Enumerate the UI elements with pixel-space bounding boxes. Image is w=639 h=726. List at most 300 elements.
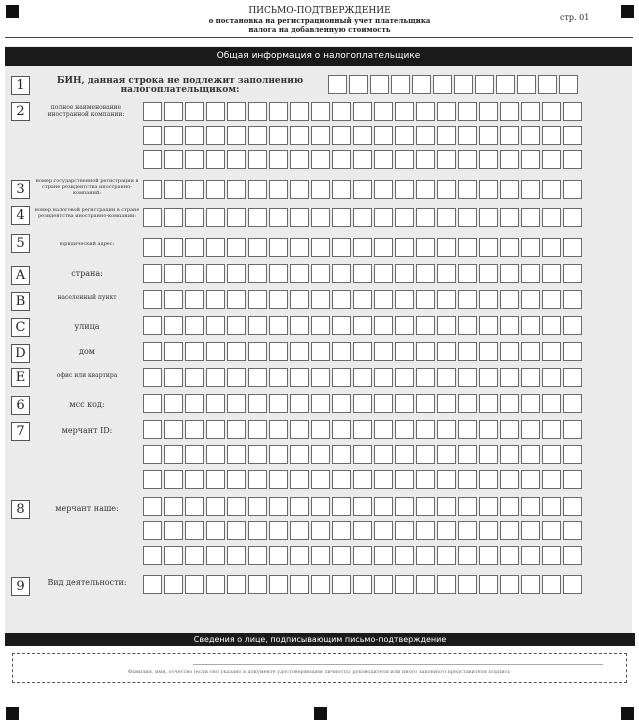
input-cell[interactable] bbox=[542, 264, 561, 283]
activity-cells[interactable] bbox=[143, 575, 582, 594]
input-cell[interactable] bbox=[269, 102, 288, 121]
input-cell[interactable] bbox=[542, 521, 561, 540]
input-cell[interactable] bbox=[374, 150, 393, 169]
merchant-name-cells-row1[interactable] bbox=[143, 497, 582, 516]
input-cell[interactable] bbox=[332, 342, 351, 361]
tax-registration-cells[interactable] bbox=[143, 208, 582, 227]
input-cell[interactable] bbox=[521, 238, 540, 257]
input-cell[interactable] bbox=[353, 150, 372, 169]
input-cell[interactable] bbox=[563, 316, 582, 335]
input-cell[interactable] bbox=[332, 150, 351, 169]
input-cell[interactable] bbox=[269, 208, 288, 227]
input-cell[interactable] bbox=[542, 290, 561, 309]
input-cell[interactable] bbox=[374, 316, 393, 335]
input-cell[interactable] bbox=[395, 264, 414, 283]
input-cell[interactable] bbox=[269, 575, 288, 594]
input-cell[interactable] bbox=[479, 420, 498, 439]
input-cell[interactable] bbox=[521, 470, 540, 489]
input-cell[interactable] bbox=[479, 575, 498, 594]
input-cell[interactable] bbox=[290, 150, 309, 169]
input-cell[interactable] bbox=[521, 180, 540, 199]
input-cell[interactable] bbox=[521, 368, 540, 387]
merchant-id-cells-row2[interactable] bbox=[143, 445, 582, 464]
input-cell[interactable] bbox=[479, 470, 498, 489]
input-cell[interactable] bbox=[416, 394, 435, 413]
input-cell[interactable] bbox=[458, 445, 477, 464]
input-cell[interactable] bbox=[164, 394, 183, 413]
input-cell[interactable] bbox=[290, 126, 309, 145]
input-cell[interactable] bbox=[248, 575, 267, 594]
input-cell[interactable] bbox=[353, 342, 372, 361]
input-cell[interactable] bbox=[332, 420, 351, 439]
input-cell[interactable] bbox=[479, 521, 498, 540]
input-cell[interactable] bbox=[269, 394, 288, 413]
input-cell[interactable] bbox=[332, 470, 351, 489]
input-cell[interactable] bbox=[248, 102, 267, 121]
input-cell[interactable] bbox=[437, 394, 456, 413]
input-cell[interactable] bbox=[227, 290, 246, 309]
input-cell[interactable] bbox=[311, 394, 330, 413]
input-cell[interactable] bbox=[479, 126, 498, 145]
input-cell[interactable] bbox=[164, 238, 183, 257]
input-cell[interactable] bbox=[143, 290, 162, 309]
input-cell[interactable] bbox=[353, 394, 372, 413]
input-cell[interactable] bbox=[500, 264, 519, 283]
input-cell[interactable] bbox=[563, 420, 582, 439]
input-cell[interactable] bbox=[353, 445, 372, 464]
input-cell[interactable] bbox=[563, 238, 582, 257]
input-cell[interactable] bbox=[458, 208, 477, 227]
input-cell[interactable] bbox=[458, 497, 477, 516]
input-cell[interactable] bbox=[311, 102, 330, 121]
input-cell[interactable] bbox=[164, 264, 183, 283]
input-cell[interactable] bbox=[479, 264, 498, 283]
input-cell[interactable] bbox=[458, 290, 477, 309]
input-cell[interactable] bbox=[500, 316, 519, 335]
input-cell[interactable] bbox=[227, 575, 246, 594]
input-cell[interactable] bbox=[542, 180, 561, 199]
input-cell[interactable] bbox=[206, 208, 225, 227]
input-cell[interactable] bbox=[437, 342, 456, 361]
input-cell[interactable] bbox=[290, 180, 309, 199]
input-cell[interactable] bbox=[269, 497, 288, 516]
input-cell[interactable] bbox=[248, 126, 267, 145]
input-cell[interactable] bbox=[374, 575, 393, 594]
input-cell[interactable] bbox=[416, 126, 435, 145]
input-cell[interactable] bbox=[559, 75, 578, 94]
input-cell[interactable] bbox=[500, 180, 519, 199]
input-cell[interactable] bbox=[437, 126, 456, 145]
input-cell[interactable] bbox=[248, 150, 267, 169]
input-cell[interactable] bbox=[374, 420, 393, 439]
input-cell[interactable] bbox=[563, 445, 582, 464]
input-cell[interactable] bbox=[416, 575, 435, 594]
input-cell[interactable] bbox=[500, 126, 519, 145]
input-cell[interactable] bbox=[437, 546, 456, 565]
input-cell[interactable] bbox=[143, 497, 162, 516]
input-cell[interactable] bbox=[332, 264, 351, 283]
input-cell[interactable] bbox=[374, 238, 393, 257]
input-cell[interactable] bbox=[521, 208, 540, 227]
input-cell[interactable] bbox=[395, 575, 414, 594]
input-cell[interactable] bbox=[332, 394, 351, 413]
input-cell[interactable] bbox=[227, 316, 246, 335]
input-cell[interactable] bbox=[500, 497, 519, 516]
input-cell[interactable] bbox=[290, 342, 309, 361]
input-cell[interactable] bbox=[479, 316, 498, 335]
input-cell[interactable] bbox=[374, 180, 393, 199]
input-cell[interactable] bbox=[206, 497, 225, 516]
input-cell[interactable] bbox=[374, 546, 393, 565]
input-cell[interactable] bbox=[185, 180, 204, 199]
input-cell[interactable] bbox=[185, 126, 204, 145]
input-cell[interactable] bbox=[458, 420, 477, 439]
input-cell[interactable] bbox=[332, 521, 351, 540]
input-cell[interactable] bbox=[395, 290, 414, 309]
input-cell[interactable] bbox=[437, 445, 456, 464]
input-cell[interactable] bbox=[227, 546, 246, 565]
input-cell[interactable] bbox=[311, 497, 330, 516]
input-cell[interactable] bbox=[164, 546, 183, 565]
input-cell[interactable] bbox=[542, 126, 561, 145]
input-cell[interactable] bbox=[185, 102, 204, 121]
input-cell[interactable] bbox=[206, 445, 225, 464]
input-cell[interactable] bbox=[521, 264, 540, 283]
input-cell[interactable] bbox=[416, 445, 435, 464]
input-cell[interactable] bbox=[563, 264, 582, 283]
office-cells[interactable] bbox=[143, 368, 582, 387]
input-cell[interactable] bbox=[227, 368, 246, 387]
input-cell[interactable] bbox=[563, 575, 582, 594]
input-cell[interactable] bbox=[521, 546, 540, 565]
input-cell[interactable] bbox=[248, 368, 267, 387]
input-cell[interactable] bbox=[437, 316, 456, 335]
input-cell[interactable] bbox=[538, 75, 557, 94]
input-cell[interactable] bbox=[332, 445, 351, 464]
input-cell[interactable] bbox=[374, 445, 393, 464]
house-cells[interactable] bbox=[143, 342, 582, 361]
input-cell[interactable] bbox=[500, 521, 519, 540]
merchant-name-cells-row2[interactable] bbox=[143, 521, 582, 540]
input-cell[interactable] bbox=[437, 290, 456, 309]
input-cell[interactable] bbox=[311, 521, 330, 540]
input-cell[interactable] bbox=[395, 102, 414, 121]
input-cell[interactable] bbox=[332, 238, 351, 257]
input-cell[interactable] bbox=[374, 264, 393, 283]
bin-input-cells[interactable] bbox=[328, 75, 578, 94]
input-cell[interactable] bbox=[395, 150, 414, 169]
input-cell[interactable] bbox=[290, 497, 309, 516]
input-cell[interactable] bbox=[353, 368, 372, 387]
input-cell[interactable] bbox=[143, 445, 162, 464]
input-cell[interactable] bbox=[143, 180, 162, 199]
input-cell[interactable] bbox=[269, 238, 288, 257]
input-cell[interactable] bbox=[269, 470, 288, 489]
input-cell[interactable] bbox=[521, 126, 540, 145]
merchant-name-cells-row3[interactable] bbox=[143, 546, 582, 565]
input-cell[interactable] bbox=[227, 470, 246, 489]
input-cell[interactable] bbox=[458, 470, 477, 489]
input-cell[interactable] bbox=[374, 102, 393, 121]
input-cell[interactable] bbox=[454, 75, 473, 94]
input-cell[interactable] bbox=[563, 208, 582, 227]
input-cell[interactable] bbox=[542, 238, 561, 257]
input-cell[interactable] bbox=[500, 394, 519, 413]
input-cell[interactable] bbox=[164, 497, 183, 516]
input-cell[interactable] bbox=[185, 208, 204, 227]
input-cell[interactable] bbox=[328, 75, 347, 94]
input-cell[interactable] bbox=[416, 342, 435, 361]
input-cell[interactable] bbox=[185, 150, 204, 169]
input-cell[interactable] bbox=[185, 290, 204, 309]
company-name-cells-row2[interactable] bbox=[143, 126, 582, 145]
input-cell[interactable] bbox=[374, 208, 393, 227]
input-cell[interactable] bbox=[185, 420, 204, 439]
input-cell[interactable] bbox=[542, 497, 561, 516]
input-cell[interactable] bbox=[290, 238, 309, 257]
input-cell[interactable] bbox=[248, 180, 267, 199]
input-cell[interactable] bbox=[290, 368, 309, 387]
input-cell[interactable] bbox=[458, 126, 477, 145]
input-cell[interactable] bbox=[458, 316, 477, 335]
input-cell[interactable] bbox=[458, 394, 477, 413]
input-cell[interactable] bbox=[395, 521, 414, 540]
input-cell[interactable] bbox=[185, 342, 204, 361]
input-cell[interactable] bbox=[437, 521, 456, 540]
input-cell[interactable] bbox=[416, 470, 435, 489]
input-cell[interactable] bbox=[164, 470, 183, 489]
input-cell[interactable] bbox=[332, 180, 351, 199]
input-cell[interactable] bbox=[311, 290, 330, 309]
input-cell[interactable] bbox=[500, 575, 519, 594]
input-cell[interactable] bbox=[521, 150, 540, 169]
input-cell[interactable] bbox=[227, 180, 246, 199]
input-cell[interactable] bbox=[437, 497, 456, 516]
input-cell[interactable] bbox=[206, 290, 225, 309]
input-cell[interactable] bbox=[563, 180, 582, 199]
input-cell[interactable] bbox=[437, 368, 456, 387]
input-cell[interactable] bbox=[395, 394, 414, 413]
input-cell[interactable] bbox=[143, 521, 162, 540]
input-cell[interactable] bbox=[416, 546, 435, 565]
input-cell[interactable] bbox=[370, 75, 389, 94]
input-cell[interactable] bbox=[521, 445, 540, 464]
input-cell[interactable] bbox=[391, 75, 410, 94]
input-cell[interactable] bbox=[143, 420, 162, 439]
input-cell[interactable] bbox=[374, 470, 393, 489]
input-cell[interactable] bbox=[458, 180, 477, 199]
input-cell[interactable] bbox=[164, 420, 183, 439]
input-cell[interactable] bbox=[353, 238, 372, 257]
input-cell[interactable] bbox=[290, 445, 309, 464]
input-cell[interactable] bbox=[311, 150, 330, 169]
input-cell[interactable] bbox=[332, 497, 351, 516]
input-cell[interactable] bbox=[521, 575, 540, 594]
input-cell[interactable] bbox=[164, 290, 183, 309]
input-cell[interactable] bbox=[500, 445, 519, 464]
input-cell[interactable] bbox=[185, 264, 204, 283]
input-cell[interactable] bbox=[475, 75, 494, 94]
input-cell[interactable] bbox=[563, 368, 582, 387]
input-cell[interactable] bbox=[206, 316, 225, 335]
mcc-code-cells[interactable] bbox=[143, 394, 582, 413]
input-cell[interactable] bbox=[395, 316, 414, 335]
input-cell[interactable] bbox=[185, 316, 204, 335]
input-cell[interactable] bbox=[290, 208, 309, 227]
settlement-cells[interactable] bbox=[143, 290, 582, 309]
input-cell[interactable] bbox=[143, 208, 162, 227]
input-cell[interactable] bbox=[227, 264, 246, 283]
input-cell[interactable] bbox=[521, 316, 540, 335]
input-cell[interactable] bbox=[311, 445, 330, 464]
input-cell[interactable] bbox=[437, 575, 456, 594]
input-cell[interactable] bbox=[395, 368, 414, 387]
input-cell[interactable] bbox=[521, 394, 540, 413]
input-cell[interactable] bbox=[542, 575, 561, 594]
input-cell[interactable] bbox=[332, 368, 351, 387]
input-cell[interactable] bbox=[500, 238, 519, 257]
input-cell[interactable] bbox=[374, 368, 393, 387]
input-cell[interactable] bbox=[437, 150, 456, 169]
input-cell[interactable] bbox=[500, 342, 519, 361]
input-cell[interactable] bbox=[458, 368, 477, 387]
input-cell[interactable] bbox=[332, 316, 351, 335]
input-cell[interactable] bbox=[227, 394, 246, 413]
input-cell[interactable] bbox=[332, 546, 351, 565]
input-cell[interactable] bbox=[248, 290, 267, 309]
input-cell[interactable] bbox=[353, 521, 372, 540]
input-cell[interactable] bbox=[479, 394, 498, 413]
input-cell[interactable] bbox=[311, 238, 330, 257]
input-cell[interactable] bbox=[437, 420, 456, 439]
input-cell[interactable] bbox=[517, 75, 536, 94]
input-cell[interactable] bbox=[269, 368, 288, 387]
input-cell[interactable] bbox=[542, 208, 561, 227]
input-cell[interactable] bbox=[311, 368, 330, 387]
input-cell[interactable] bbox=[521, 420, 540, 439]
input-cell[interactable] bbox=[185, 521, 204, 540]
input-cell[interactable] bbox=[248, 316, 267, 335]
input-cell[interactable] bbox=[521, 497, 540, 516]
input-cell[interactable] bbox=[164, 208, 183, 227]
input-cell[interactable] bbox=[563, 394, 582, 413]
input-cell[interactable] bbox=[416, 521, 435, 540]
input-cell[interactable] bbox=[458, 342, 477, 361]
input-cell[interactable] bbox=[143, 126, 162, 145]
input-cell[interactable] bbox=[437, 208, 456, 227]
input-cell[interactable] bbox=[479, 208, 498, 227]
input-cell[interactable] bbox=[353, 126, 372, 145]
input-cell[interactable] bbox=[458, 102, 477, 121]
input-cell[interactable] bbox=[332, 208, 351, 227]
input-cell[interactable] bbox=[164, 521, 183, 540]
input-cell[interactable] bbox=[290, 546, 309, 565]
input-cell[interactable] bbox=[290, 521, 309, 540]
input-cell[interactable] bbox=[563, 102, 582, 121]
input-cell[interactable] bbox=[290, 264, 309, 283]
input-cell[interactable] bbox=[164, 445, 183, 464]
input-cell[interactable] bbox=[164, 316, 183, 335]
input-cell[interactable] bbox=[332, 290, 351, 309]
input-cell[interactable] bbox=[542, 342, 561, 361]
input-cell[interactable] bbox=[311, 208, 330, 227]
input-cell[interactable] bbox=[248, 420, 267, 439]
input-cell[interactable] bbox=[164, 126, 183, 145]
input-cell[interactable] bbox=[479, 238, 498, 257]
input-cell[interactable] bbox=[353, 102, 372, 121]
input-cell[interactable] bbox=[143, 575, 162, 594]
input-cell[interactable] bbox=[311, 470, 330, 489]
input-cell[interactable] bbox=[353, 290, 372, 309]
input-cell[interactable] bbox=[395, 126, 414, 145]
input-cell[interactable] bbox=[206, 394, 225, 413]
input-cell[interactable] bbox=[185, 575, 204, 594]
input-cell[interactable] bbox=[500, 102, 519, 121]
input-cell[interactable] bbox=[395, 342, 414, 361]
input-cell[interactable] bbox=[542, 546, 561, 565]
input-cell[interactable] bbox=[458, 575, 477, 594]
input-cell[interactable] bbox=[353, 264, 372, 283]
input-cell[interactable] bbox=[311, 342, 330, 361]
input-cell[interactable] bbox=[353, 497, 372, 516]
input-cell[interactable] bbox=[206, 102, 225, 121]
input-cell[interactable] bbox=[206, 342, 225, 361]
input-cell[interactable] bbox=[143, 264, 162, 283]
input-cell[interactable] bbox=[290, 575, 309, 594]
input-cell[interactable] bbox=[206, 521, 225, 540]
input-cell[interactable] bbox=[290, 290, 309, 309]
input-cell[interactable] bbox=[185, 546, 204, 565]
input-cell[interactable] bbox=[395, 180, 414, 199]
input-cell[interactable] bbox=[353, 316, 372, 335]
input-cell[interactable] bbox=[437, 180, 456, 199]
input-cell[interactable] bbox=[374, 290, 393, 309]
input-cell[interactable] bbox=[521, 102, 540, 121]
input-cell[interactable] bbox=[311, 316, 330, 335]
input-cell[interactable] bbox=[248, 521, 267, 540]
input-cell[interactable] bbox=[563, 290, 582, 309]
input-cell[interactable] bbox=[353, 470, 372, 489]
input-cell[interactable] bbox=[185, 497, 204, 516]
input-cell[interactable] bbox=[542, 470, 561, 489]
input-cell[interactable] bbox=[437, 102, 456, 121]
input-cell[interactable] bbox=[248, 394, 267, 413]
input-cell[interactable] bbox=[542, 420, 561, 439]
input-cell[interactable] bbox=[500, 470, 519, 489]
input-cell[interactable] bbox=[206, 368, 225, 387]
input-cell[interactable] bbox=[311, 180, 330, 199]
input-cell[interactable] bbox=[311, 575, 330, 594]
input-cell[interactable] bbox=[500, 290, 519, 309]
state-registration-cells[interactable] bbox=[143, 180, 582, 199]
input-cell[interactable] bbox=[500, 368, 519, 387]
input-cell[interactable] bbox=[290, 316, 309, 335]
input-cell[interactable] bbox=[248, 342, 267, 361]
input-cell[interactable] bbox=[395, 420, 414, 439]
input-cell[interactable] bbox=[185, 368, 204, 387]
input-cell[interactable] bbox=[412, 75, 431, 94]
input-cell[interactable] bbox=[290, 420, 309, 439]
input-cell[interactable] bbox=[500, 208, 519, 227]
input-cell[interactable] bbox=[353, 575, 372, 594]
input-cell[interactable] bbox=[248, 208, 267, 227]
input-cell[interactable] bbox=[206, 150, 225, 169]
input-cell[interactable] bbox=[185, 470, 204, 489]
input-cell[interactable] bbox=[311, 264, 330, 283]
input-cell[interactable] bbox=[269, 126, 288, 145]
input-cell[interactable] bbox=[521, 521, 540, 540]
input-cell[interactable] bbox=[563, 521, 582, 540]
